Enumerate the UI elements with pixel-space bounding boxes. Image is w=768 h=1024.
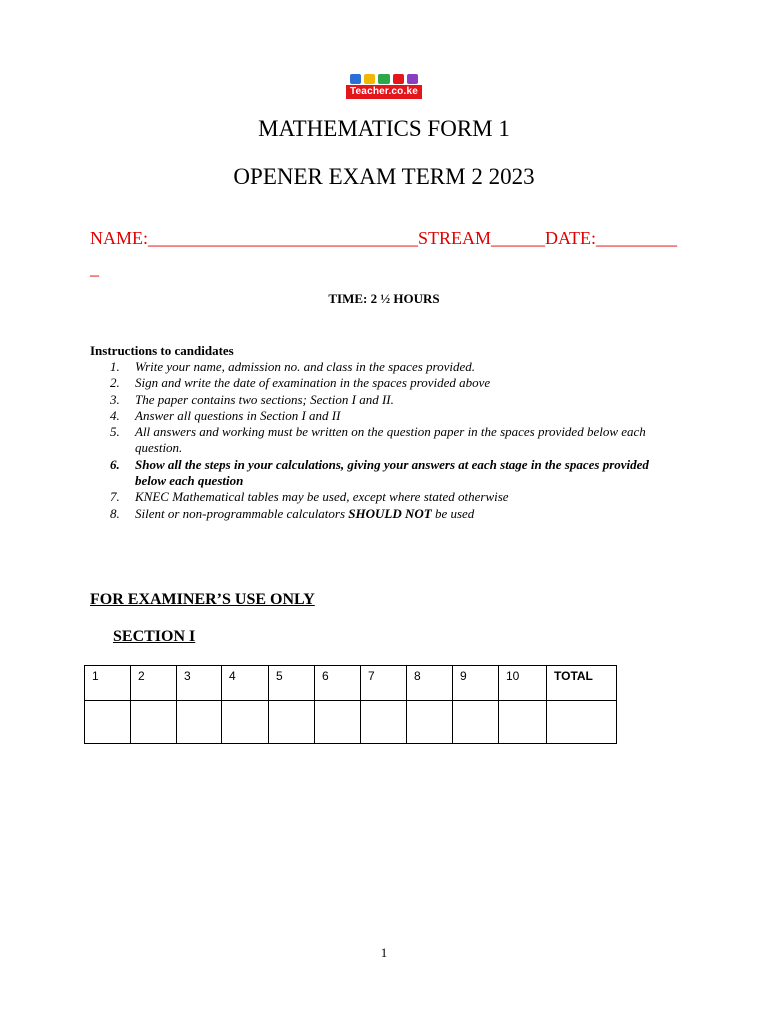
score-entry-cell[interactable]: [315, 701, 361, 744]
instruction-item: [110, 424, 670, 457]
logo-block: [393, 74, 404, 84]
instruction-item: [110, 489, 670, 505]
score-entry-cell[interactable]: [547, 701, 617, 744]
instruction-text: Silent or non-programmable calculators: [135, 505, 349, 521]
instruction-text: KNEC Mathematical tables may be used, except where stated otherwise: [135, 489, 509, 505]
instruction-item: [110, 457, 670, 490]
logo-block: [364, 74, 375, 84]
score-column-label: 9: [453, 666, 499, 701]
score-entry-cell[interactable]: [222, 701, 269, 744]
instruction-number: 1.: [110, 359, 120, 374]
name-line-overflow: _: [90, 258, 99, 278]
score-table-header-row: [85, 666, 617, 701]
instruction-item: [110, 506, 670, 522]
teacher-logo: [346, 72, 422, 99]
instruction-number: 4.: [110, 407, 120, 423]
score-entry-cell[interactable]: [453, 701, 499, 744]
score-entry-cell[interactable]: [361, 701, 407, 744]
score-entry-cell[interactable]: [131, 701, 177, 744]
instruction-text: be used: [431, 505, 475, 521]
page-number: 1: [380, 945, 388, 960]
instruction-item: [110, 408, 670, 424]
instructions-list: [110, 359, 670, 522]
instruction-item: [110, 359, 670, 375]
score-table-entry-row: [85, 701, 617, 744]
instruction-number: 5.: [110, 424, 120, 440]
instruction-number: 6.: [110, 456, 120, 472]
instruction-text: Write your name, admission no. and class in the spaces provided.: [135, 359, 476, 374]
instruction-text: All answers and working must be written on the question paper in the spaces provided below each question.: [135, 424, 646, 456]
instruction-text: SHOULD NOT: [348, 505, 432, 521]
exam-term-title: OPENER EXAM TERM 2 2023: [233, 164, 535, 189]
instructions-heading: Instructions to candidates: [90, 343, 234, 358]
instruction-number: 2.: [110, 375, 120, 391]
score-column-label: 4: [222, 666, 269, 701]
instruction-text: Show all the steps in your calculations, giving your answers at each stage in the spaces provided below each question: [135, 456, 649, 489]
score-column-label: 7: [361, 666, 407, 701]
score-column-label: TOTAL: [547, 666, 617, 701]
logo-color-blocks: [350, 74, 418, 84]
instruction-number: 8.: [110, 505, 120, 521]
score-column-label: 6: [315, 666, 361, 701]
exam-subject-title: MATHEMATICS FORM 1: [258, 116, 510, 141]
section-heading: SECTION I: [113, 628, 196, 645]
exam-duration: TIME: 2 ½ HOURS: [328, 291, 440, 306]
score-entry-cell[interactable]: [407, 701, 453, 744]
logo-block: [378, 74, 389, 84]
instruction-text: Sign and write the date of examination in the spaces provided above: [135, 375, 491, 391]
score-column-label: 8: [407, 666, 453, 701]
score-table: [84, 665, 617, 744]
instruction-item: [110, 375, 670, 391]
examiner-use-heading: FOR EXAMINER’S USE ONLY: [90, 591, 315, 608]
name-stream-date-line: NAME:______________________________STREAM______DATE:_________: [90, 228, 678, 248]
instruction-number: 3.: [110, 391, 120, 407]
score-column-label: 5: [269, 666, 315, 701]
score-column-label: 3: [177, 666, 222, 701]
score-column-label: 10: [499, 666, 547, 701]
score-column-label: 1: [85, 666, 131, 701]
instruction-number: 7.: [110, 489, 120, 505]
score-entry-cell[interactable]: [499, 701, 547, 744]
instruction-item: [110, 392, 670, 408]
score-entry-cell[interactable]: [177, 701, 222, 744]
logo-block: [407, 74, 418, 84]
instruction-text: The paper contains two sections; Section I and II.: [135, 391, 394, 407]
logo-block: [350, 74, 361, 84]
instruction-text: Answer all questions in Section I and II: [135, 407, 341, 423]
score-entry-cell[interactable]: [85, 701, 131, 744]
score-column-label: 2: [131, 666, 177, 701]
score-entry-cell[interactable]: [269, 701, 315, 744]
logo-text: Teacher.co.ke: [346, 85, 422, 99]
